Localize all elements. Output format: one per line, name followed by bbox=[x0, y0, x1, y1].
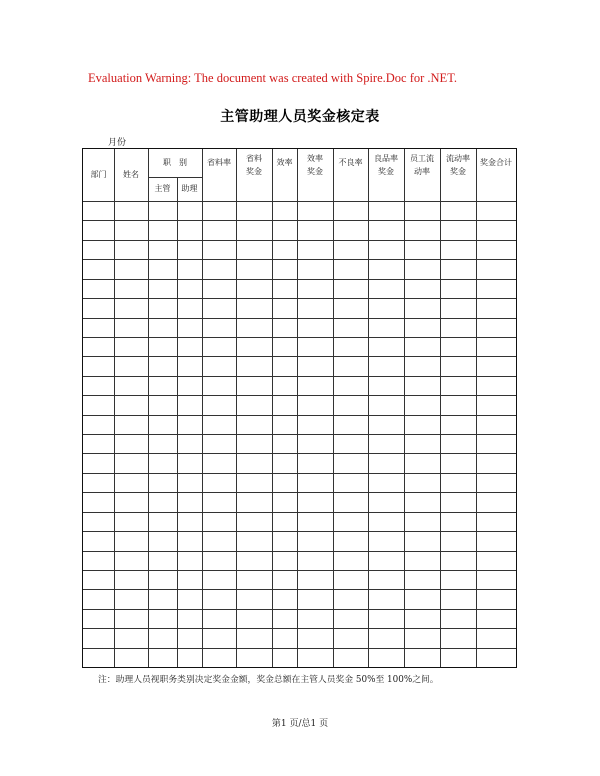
page-title: 主管助理人员奖金核定表 bbox=[220, 109, 380, 125]
header-name: 姓名 bbox=[123, 170, 139, 179]
header-material-bonus-line2: 奖金 bbox=[246, 167, 262, 176]
header-turnover-line2: 动率 bbox=[414, 167, 430, 176]
table-row-line bbox=[83, 298, 516, 299]
header-total: 奖金合计 bbox=[480, 158, 512, 167]
table-row-line bbox=[83, 279, 516, 280]
header-supervisor: 主管 bbox=[154, 184, 171, 193]
table-row-line bbox=[83, 570, 516, 571]
table-row-line bbox=[83, 609, 516, 610]
evaluation-warning: Evaluation Warning: The document was created with Spire.Doc for .NET. bbox=[88, 71, 458, 85]
table-row-line bbox=[83, 589, 516, 590]
header-efficiency-bonus-line1: 效率 bbox=[307, 154, 323, 163]
table-row-line bbox=[83, 337, 516, 338]
table-row-line bbox=[83, 473, 516, 474]
table-row-line bbox=[83, 648, 516, 649]
col-line bbox=[177, 177, 178, 667]
header-split-line bbox=[148, 177, 202, 178]
table-row-line bbox=[83, 434, 516, 435]
table-row-line bbox=[83, 512, 516, 513]
page-footer: 第1 页/总1 页 bbox=[271, 719, 329, 729]
table-row-line bbox=[83, 551, 516, 552]
table-row-line bbox=[83, 395, 516, 396]
header-dept: 部门 bbox=[90, 170, 107, 179]
header-turnover-bonus-line2: 奖金 bbox=[450, 167, 466, 176]
header-material-bonus-line1: 省料 bbox=[246, 154, 262, 163]
header-yield-bonus-line1: 良品率 bbox=[374, 154, 398, 163]
table-row-line bbox=[83, 240, 516, 241]
month-label: 月份 bbox=[108, 138, 127, 148]
header-defect-rate: 不良率 bbox=[338, 158, 363, 167]
table-note: 注：助理人员视职务类别决定奖金金额，奖金总额在主管人员奖金 50%至 100%之间。 bbox=[98, 675, 439, 685]
table-row-line bbox=[83, 318, 516, 319]
table-row-line bbox=[83, 415, 516, 416]
table-row-line bbox=[83, 492, 516, 493]
header-turnover-line1: 员工流 bbox=[410, 154, 434, 163]
header-efficiency-bonus-line2: 奖金 bbox=[307, 167, 323, 176]
bonus-table bbox=[82, 148, 517, 668]
header-assistant: 助理 bbox=[181, 184, 198, 193]
header-position: 职 别 bbox=[163, 158, 187, 167]
header-turnover-bonus-line1: 流动率 bbox=[446, 154, 470, 163]
table-row-line bbox=[83, 531, 516, 532]
table-row-line bbox=[83, 628, 516, 629]
table-row-line bbox=[83, 220, 516, 221]
table-row-line bbox=[83, 376, 516, 377]
table-row-line bbox=[83, 453, 516, 454]
header-efficiency: 效率 bbox=[276, 158, 293, 167]
header-yield-bonus-line2: 奖金 bbox=[378, 167, 394, 176]
table-row-line bbox=[83, 259, 516, 260]
header-material-rate: 省料率 bbox=[207, 158, 231, 167]
table-row-line bbox=[83, 356, 516, 357]
